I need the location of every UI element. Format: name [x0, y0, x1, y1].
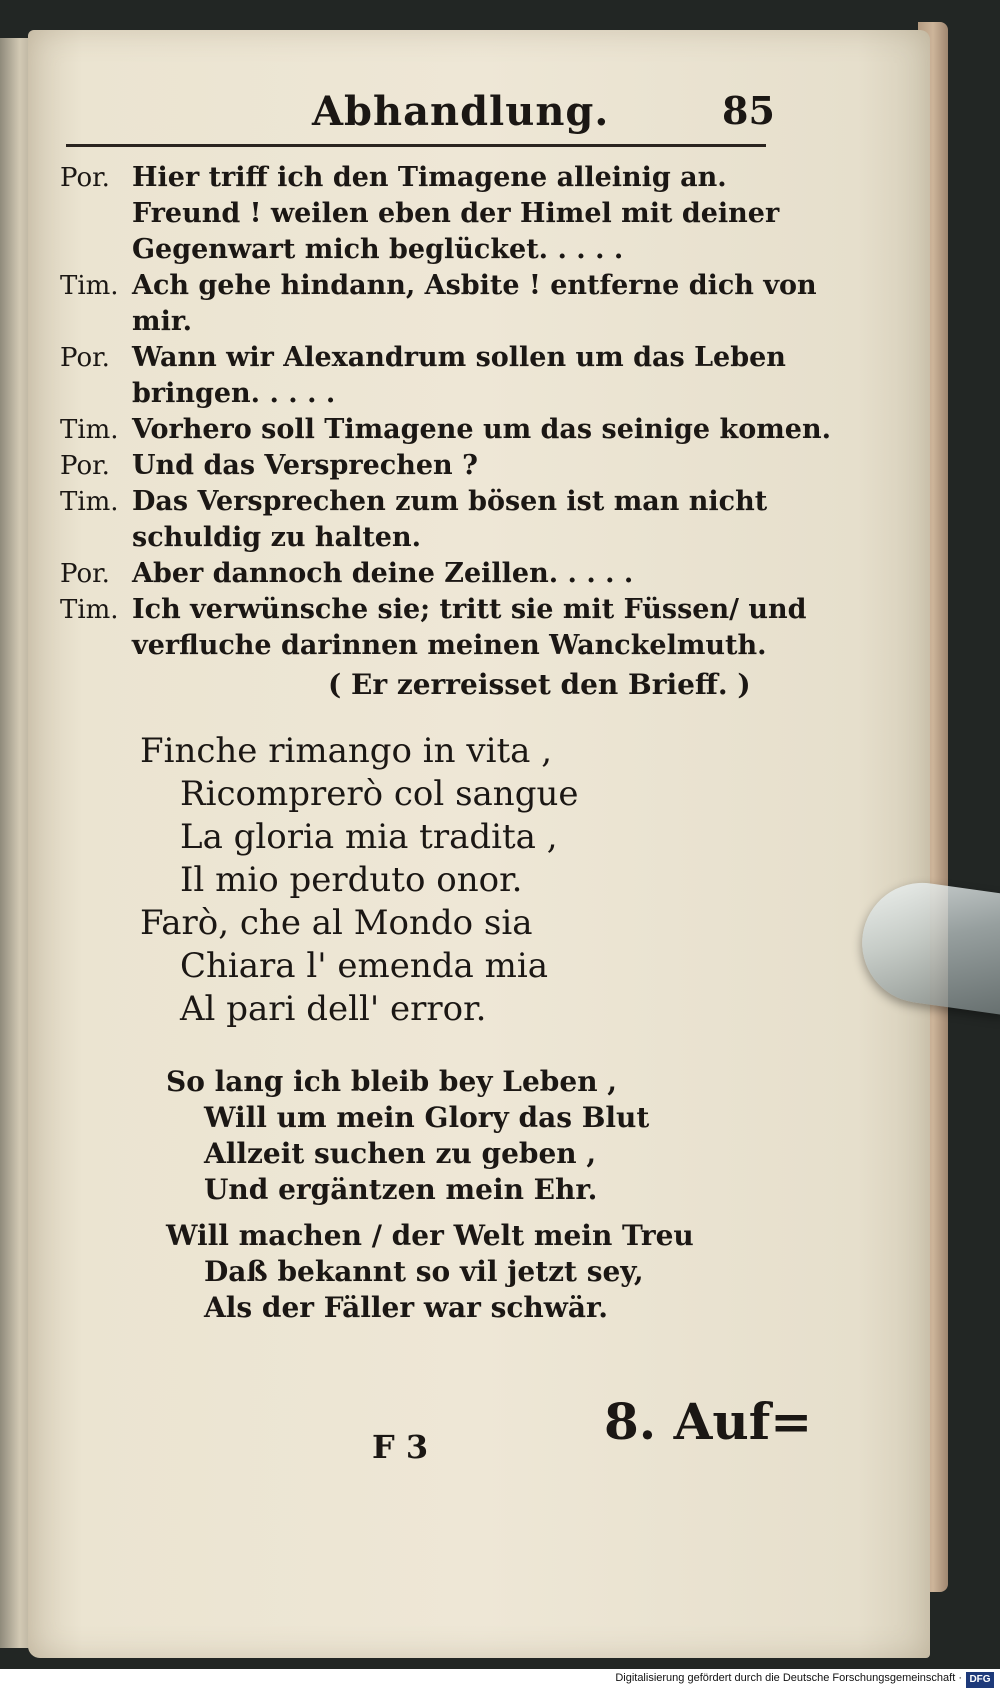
- italian-aria: [140, 730, 579, 1031]
- footer-credit: Digitalisierung gefördert durch die Deutsche Forschungsgemeinschaft ·: [615, 1672, 962, 1684]
- dialogue-line: [60, 556, 780, 592]
- dfg-logo: DFG: [966, 1672, 994, 1688]
- translation-line: Und ergäntzen mein Ehr.: [204, 1173, 598, 1206]
- dialogue-block: [60, 160, 831, 664]
- speaker: Por.: [60, 343, 110, 373]
- translation-line: Will um mein Glory das Blut: [204, 1101, 650, 1134]
- line-text: Aber dannoch deine Zeillen. . . . .: [132, 558, 634, 589]
- dialogue-line: [60, 628, 780, 664]
- speaker: Por.: [60, 559, 110, 589]
- line-text: Das Versprechen zum bösen ist man nicht: [132, 486, 768, 517]
- speaker: Por.: [60, 163, 110, 193]
- speaker: Tim.: [60, 595, 119, 625]
- line-text: Gegenwart mich beglücket. . . . .: [132, 234, 624, 265]
- speaker: Tim.: [60, 487, 119, 517]
- line-text: Hier triff ich den Timagene alleinig an.: [132, 162, 727, 193]
- speaker: Tim.: [60, 415, 119, 445]
- line-text: bringen. . . . .: [132, 378, 336, 409]
- dialogue-line: [60, 160, 780, 196]
- dialogue-line: [60, 268, 817, 304]
- line-text: mir.: [132, 306, 192, 337]
- dialogue-line: [60, 340, 786, 376]
- dialogue-line: [60, 412, 831, 448]
- line-text: Ich verwünsche sie; tritt sie mit Füssen/ und: [132, 594, 807, 625]
- aria-line: Finche rimango in vita ,: [140, 731, 553, 771]
- translation-line: So lang ich bleib bey Leben ,: [166, 1065, 618, 1098]
- translation-line: Will machen / der Welt mein Treu: [166, 1219, 694, 1252]
- dialogue-line: [60, 376, 780, 412]
- line-text: Ach gehe hindann, Asbite ! entferne dich von: [132, 270, 817, 301]
- dialogue-line: [60, 484, 780, 520]
- translation-line: Allzeit suchen zu geben ,: [204, 1137, 597, 1170]
- signature-mark: F 3: [372, 1428, 429, 1466]
- line-text: Und das Versprechen ?: [132, 450, 478, 481]
- dialogue-line: [60, 304, 780, 340]
- german-translation: [166, 1064, 694, 1326]
- aria-line: Ricomprerò col sangue: [180, 774, 579, 814]
- translation-line: Daß bekannt so vil jetzt sey,: [204, 1255, 644, 1288]
- line-text: verfluche darinnen meinen Wanckelmuth.: [132, 630, 767, 661]
- footer-bar: [0, 1669, 1000, 1693]
- line-text: schuldig zu halten.: [132, 522, 421, 553]
- stage-direction: ( Er zerreisset den Brieff. ): [328, 668, 751, 701]
- speaker: Tim.: [60, 271, 119, 301]
- line-text: Vorhero soll Timagene um das seinige komen.: [132, 414, 831, 445]
- dialogue-line: [60, 448, 780, 484]
- catchword: 8. Auf=: [604, 1392, 813, 1451]
- line-text: Wann wir Alexandrum sollen um das Leben: [132, 342, 786, 373]
- aria-line: Il mio perduto onor.: [180, 860, 523, 900]
- aria-line: Chiara l' emenda mia: [180, 946, 549, 986]
- header-rule: [66, 144, 766, 147]
- dialogue-line: [60, 592, 807, 628]
- aria-line: Al pari dell' error.: [180, 989, 487, 1029]
- page-number: 85: [722, 88, 775, 133]
- line-text: Freund ! weilen eben der Himel mit deiner: [132, 198, 780, 229]
- aria-line: Farò, che al Mondo sia: [140, 903, 533, 943]
- translation-line: Als der Fäller war schwär.: [204, 1291, 608, 1324]
- dialogue-line: [60, 232, 780, 268]
- header-title: Abhandlung.: [312, 88, 610, 135]
- dialogue-line: [60, 520, 780, 556]
- aria-line: La gloria mia tradita ,: [180, 817, 558, 857]
- speaker: Por.: [60, 451, 110, 481]
- dialogue-line: [60, 196, 780, 232]
- stanza-gap: [166, 1208, 694, 1218]
- running-header: [62, 82, 775, 152]
